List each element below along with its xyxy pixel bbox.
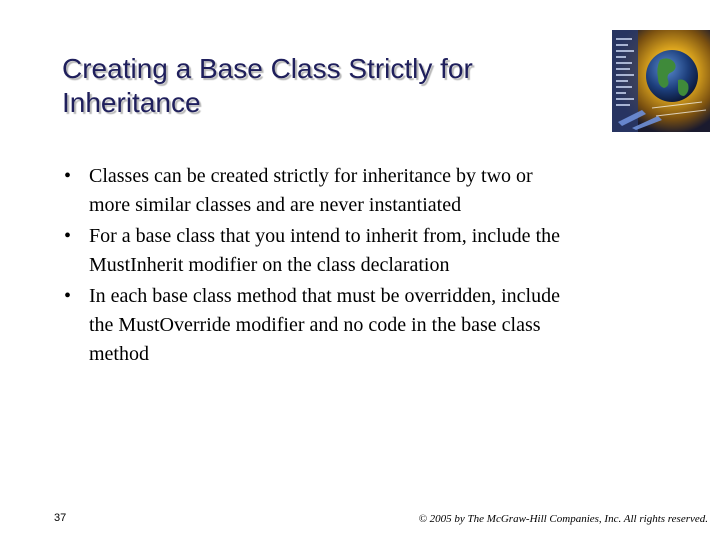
bullet-line: the MustOverride modifier and no code in the base class xyxy=(89,314,541,336)
bullet-line: For a base class that you intend to inherit from, include the xyxy=(89,225,560,247)
bullet-item xyxy=(62,222,672,280)
bullet-marker: • xyxy=(64,165,72,187)
bullet-marker: • xyxy=(64,285,72,307)
page-number: 37 xyxy=(54,512,67,524)
bullet-line: more similar classes and are never instantiated xyxy=(89,194,462,216)
bullet-list xyxy=(62,162,672,371)
title-line: Creating a Base Class Strictly for xyxy=(62,53,473,84)
bullet-line: In each base class method that must be overridden, include xyxy=(89,285,560,307)
globe-computer-logo-icon xyxy=(612,30,710,132)
bullet-line: MustInherit modifier on the class declaration xyxy=(89,254,450,276)
title-line: Inheritance xyxy=(62,87,201,118)
bullet-item xyxy=(62,162,672,220)
bullet-item xyxy=(62,282,672,369)
bullet-line: Classes can be created strictly for inheritance by two or xyxy=(89,165,533,187)
bullet-line: method xyxy=(89,343,149,365)
copyright-notice: © 2005 by The McGraw-Hill Companies, Inc. All rights reserved. xyxy=(418,513,708,525)
bullet-marker: • xyxy=(64,225,72,247)
slide-title xyxy=(62,52,602,120)
